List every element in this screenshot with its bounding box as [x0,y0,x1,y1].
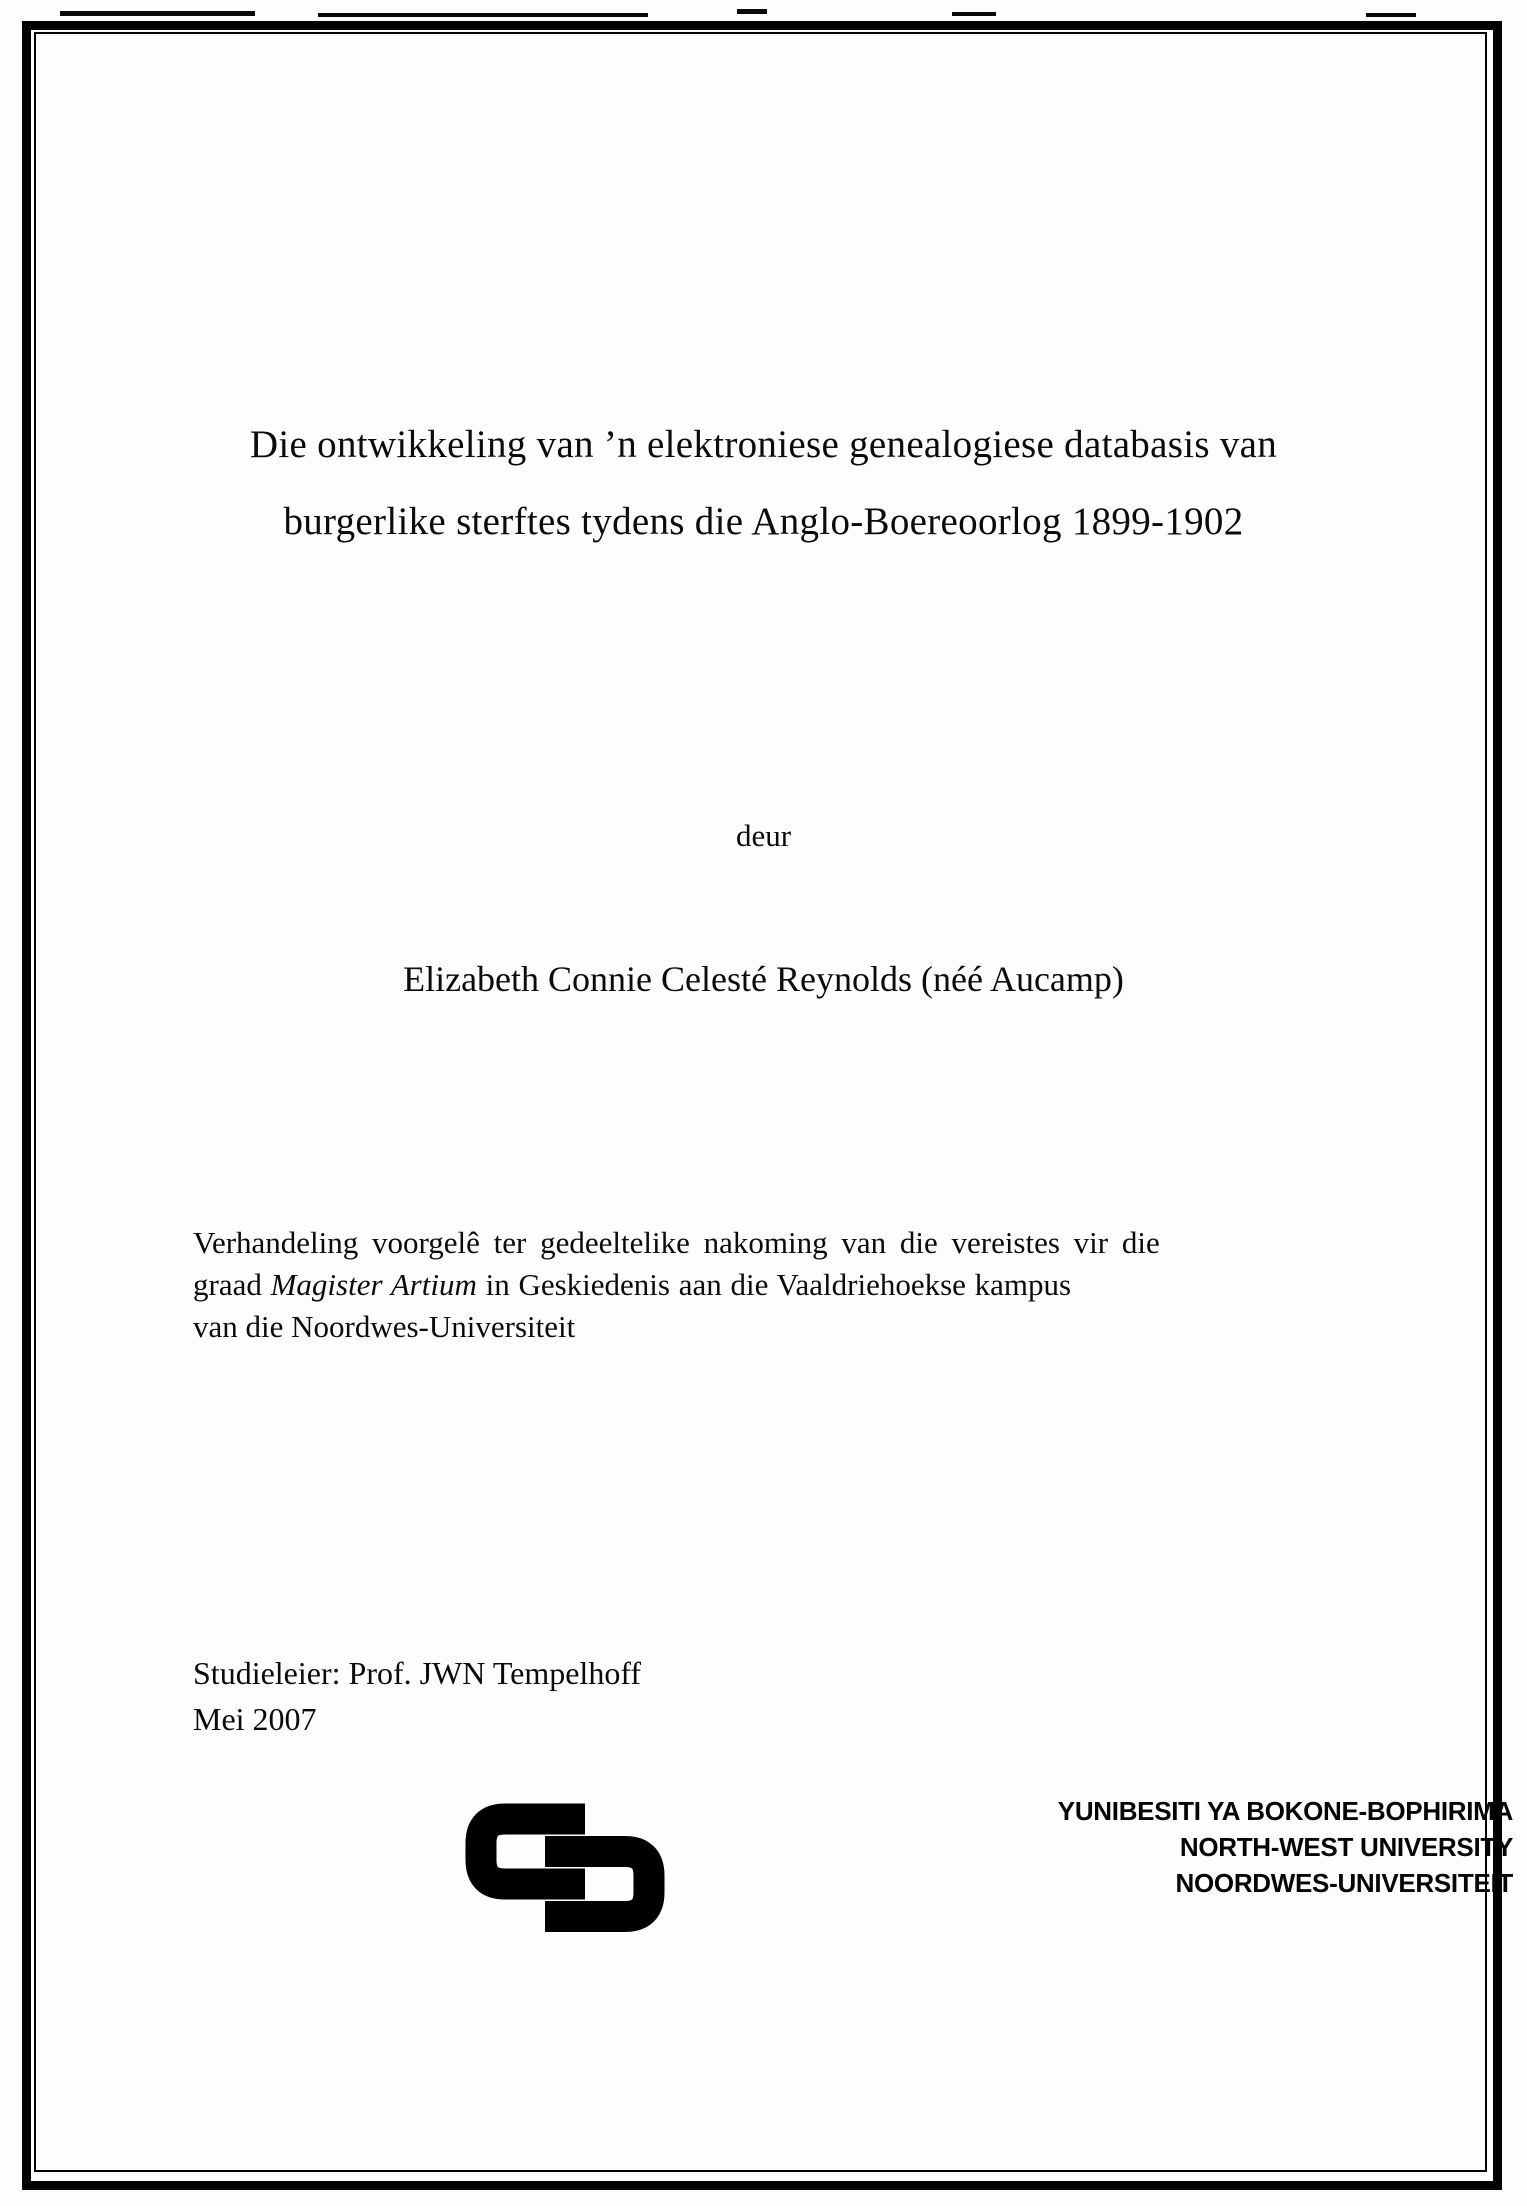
degree-statement [193,1222,1338,1348]
thesis-title-line1: Die ontwikkeling van ’n elektroniese genealogiese databasis van [249,423,1278,466]
degree-statement-line2-pre: graad [193,1267,271,1302]
scan-artifact [952,12,996,16]
logo-wordmark-line1: YUNIBESITI YA BOKONE-BOPHIRIMA [1057,1796,1513,1826]
date-line: Mei 2007 [193,1701,317,1737]
scan-artifact [60,11,255,16]
logo-wordmark [413,1793,1513,1901]
logo-wordmark-line3: NOORDWES-UNIVERSITEIT [1175,1868,1513,1898]
degree-statement-line1: Verhandeling voorgelê ter gedeeltelike nakoming van die vereistes vir die [193,1225,1160,1260]
degree-statement-line2 [193,1264,1338,1306]
degree-name-italic: Magister Artium [270,1267,477,1302]
logo-wordmark-line2: NORTH-WEST UNIVERSITY [1179,1832,1513,1862]
degree-statement-line2-post: in Geskiedenis aan die Vaaldriehoekse kampus [476,1267,1072,1302]
byline-label: deur [735,818,792,853]
thesis-title [120,406,1407,560]
author-name: Elizabeth Connie Celesté Reynolds (néé Aucamp) [403,959,1124,999]
university-logo [465,1793,1513,1953]
scan-artifact [318,13,648,17]
thesis-title-line2: burgerlike sterftes tydens die Anglo-Boereoorlog 1899-1902 [283,500,1244,543]
supervisor-line: Studieleier: Prof. JWN Tempelhoff [193,1655,642,1691]
scan-artifact [737,9,767,14]
degree-statement-line3: van die Noordwes-Universiteit [193,1309,576,1344]
scan-artifact [1366,13,1416,17]
supervisor-block [193,1650,641,1742]
